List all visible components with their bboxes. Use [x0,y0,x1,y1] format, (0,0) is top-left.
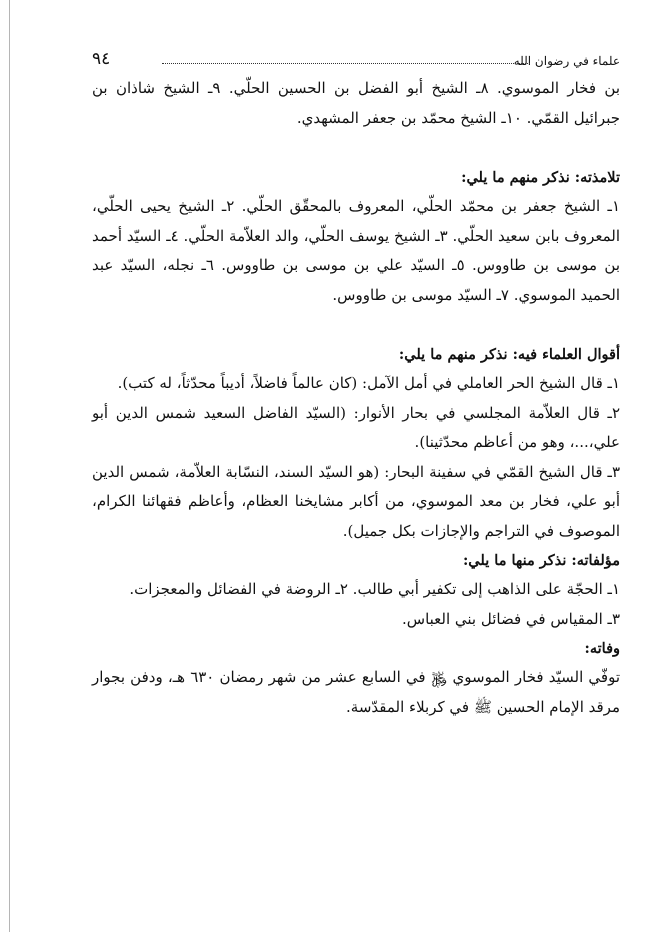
saying-item: ٢ـ قال العلاّمة المجلسي في بحار الأنوار: (السيّد الفاضل السعيد شمس الدين أبو علي،...، وهو من أعاظم محدّثينا). [92,403,620,451]
students-heading: تلامذته: نذكر منهم ما يلي: [461,169,620,186]
running-header [92,48,620,74]
running-title: علماء في رضوان الله [513,54,620,68]
book-page [92,48,620,722]
header-dotted-leader [162,48,530,64]
sayings-heading: أقوال العلماء فيه: نذكر منهم ما يلي: [398,346,620,363]
page-number: ٩٤ [92,49,111,69]
students-list: ١ـ الشيخ جعفر بن محمّد الحلّي، المعروف بالمحقّق الحلّي. ٢ـ الشيخ يحيى الحلّي، المعروف بابن سعيد الحلّي. ٣ـ الشيخ يوسف الحلّي، والد العلاّمة الحلّي. ٤ـ السيّد أحمد بن موسى بن طاووس. ٥ـ السيّد علي بن موسى بن طاووس. ٦ـ نجله، السيّد عبد الحميد الموسوي. ٧ـ السيّد موسى بن طاووس. [92,197,620,304]
page-edge-line [9,0,10,932]
works-heading: مؤلفاته: نذكر منها ما يلي: [462,552,620,569]
death-heading: وفاته: [584,640,620,657]
works-item: ١ـ الحجّة على الذاهب إلى تكفير أبي طالب. ٢ـ الروضة في الفضائل والمعجزات. [129,580,620,598]
works-item: ٣ـ المقياس في فضائل بني العباس. [401,609,620,628]
death-text: توفّي السيّد فخار الموسوي ﷿ في السابع عشر من شهر رمضان ٦٣٠ هـ، ودفن بجوار مرقد الإمام الحسين ﷺ في كربلاء المقدّسة. [92,668,621,716]
saying-item: ٣ـ قال الشيخ القمّي في سفينة البحار: (هو السيّد السند، النسّابة العلاّمة، شمس الدين أبو علي، فخار بن معد الموسوي، من أكابر مشايخنا العظام، وأعاظم فقهائنا الكرام، الموصوف في التراجم والإجازات بكل جميل). [92,462,620,540]
teachers-list-continuation: بن فخار الموسوي. ٨ـ الشيخ أبو الفضل بن الحسين الحلّي. ٩ـ الشيخ شاذان بن جبرائيل القمّي. ١٠ـ الشيخ محمّد بن جعفر المشهدي. [92,79,620,127]
saying-item: ١ـ قال الشيخ الحر العاملي في أمل الآمل: (كان عالماً فاضلاً، أديباً محدّثاً، له كتب). [117,374,620,392]
